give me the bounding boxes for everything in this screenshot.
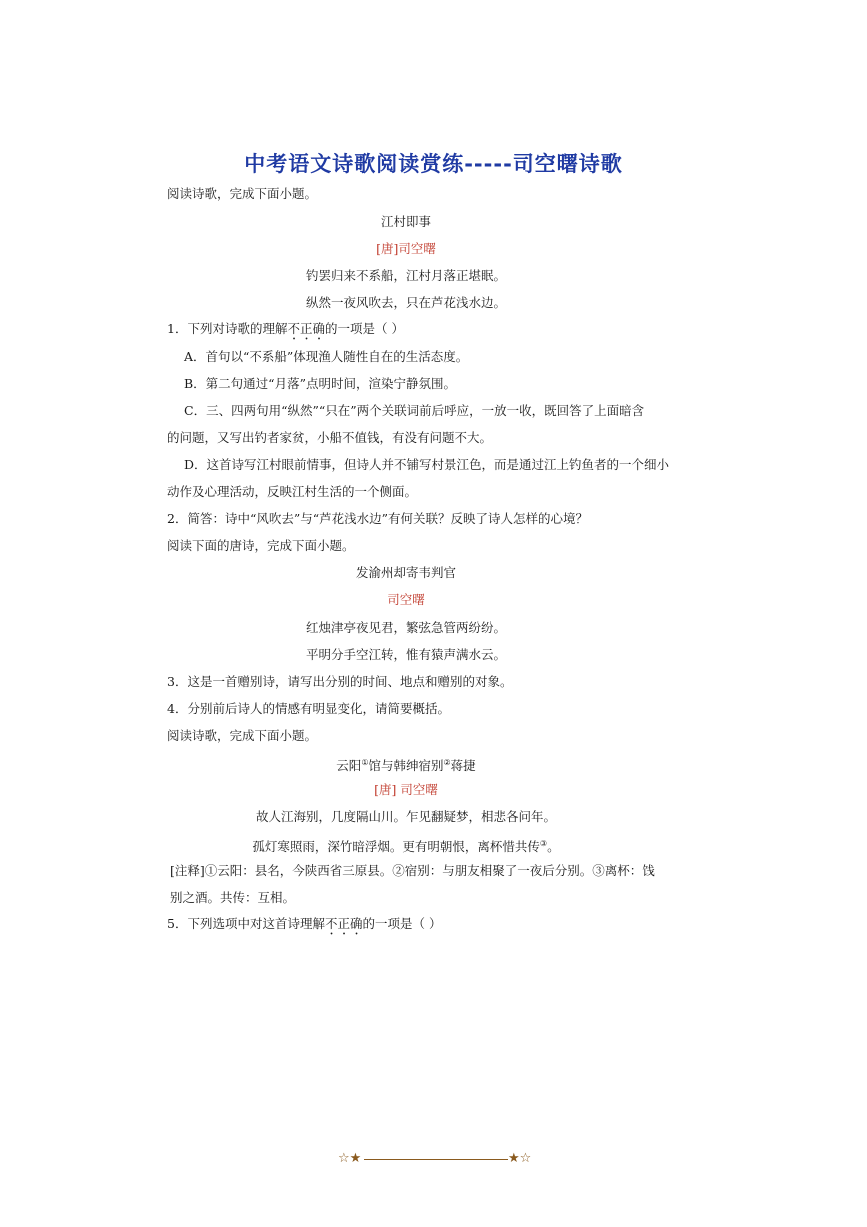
poem1-line2: 纵然一夜风吹去，只在芦花浅水边。 [305, 295, 506, 310]
poem2-author: 司空曙 [387, 592, 425, 607]
poem3-title-part-c: 蒋捷 [450, 758, 476, 774]
question-1-option-c-line2: 的问题，又写出钓者家贫，小船不值钱，有没有问题不大。 [167, 430, 493, 445]
question-1-prefix: 1．下列对诗歌的理解 [167, 321, 288, 336]
question-5-prefix: 5．下列选项中对这首诗理解 [167, 916, 325, 931]
poem3-line2-end: 。 [547, 839, 560, 855]
question-1-option-d-line1: D．这首诗写江村眼前情事，但诗人并不铺写村景江色，而是通过江上钓鱼者的一个细小 [184, 457, 670, 472]
footer-divider [364, 1159, 508, 1160]
poem3-title-part-b: 馆与韩绅宿别 [368, 758, 444, 774]
footnote-marker-2: ② [443, 758, 451, 767]
poem2-title: 发渝州却寄韦判官 [355, 565, 456, 580]
page-title: 中考语文诗歌阅读赏练-----司空曙诗歌 [244, 152, 623, 176]
question-5-emphasis: 不正确 [324, 916, 363, 931]
question-5-suffix: 的一项是（ ） [362, 916, 442, 931]
footnote-marker-3: ③ [539, 839, 548, 848]
poem1-intro: 阅读诗歌，完成下面小题。 [167, 186, 318, 201]
poem3-line2-text: 孤灯寒照雨，深竹暗浮烟。更有明朝恨，离杯惜共传 [252, 839, 540, 855]
poem2-line2: 平明分手空江转，惟有猿声满水云。 [305, 647, 506, 662]
poem3-intro: 阅读诗歌，完成下面小题。 [167, 728, 318, 743]
question-1-option-a: A．首句以“不系船”体现渔人随性自在的生活态度。 [184, 349, 469, 364]
poem3-notes-line1: [注释]①云阳：县名，今陕西省三原县。②宿别：与朋友相聚了一夜后分别。③离杯：饯 [170, 863, 655, 878]
question-2: 2．简答：诗中“风吹去”与“芦花浅水边”有何关联？反映了诗人怎样的心境？ [167, 511, 589, 526]
poem1-author: [唐]司空曙 [376, 241, 436, 256]
question-5 [167, 916, 441, 938]
question-1-emphasis: 不正确 [287, 321, 325, 336]
footer-star-left-icon: ☆★ [338, 1151, 362, 1166]
footnote-marker-1: ① [361, 758, 369, 767]
poem3-title [0, 755, 812, 774]
question-4: 4．分别前后诗人的情感有明显变化，请简要概括。 [167, 701, 450, 716]
poem3-line1: 故人江海别，几度隔山川。乍见翻疑梦，相悲各问年。 [255, 809, 556, 824]
question-3: 3．这是一首赠别诗，请写出分别的时间、地点和赠别的对象。 [167, 674, 513, 689]
poem2-intro: 阅读下面的唐诗，完成下面小题。 [167, 538, 355, 553]
poem3-author: [唐] 司空曙 [374, 782, 438, 797]
poem1-title: 江村即事 [380, 214, 431, 229]
footer-star-right-icon: ★☆ [508, 1151, 532, 1166]
poem3-title-part-a: 云阳 [336, 758, 362, 774]
question-1-option-c-line1: C．三、四两句用“纵然”“只在”两个关联词前后呼应，一放一收，既回答了上面暗含 [184, 403, 645, 418]
poem3-line2 [0, 836, 812, 855]
footer-ornament [338, 1151, 534, 1167]
poem1-line1: 钓罢归来不系船，江村月落正堪眠。 [305, 268, 506, 283]
question-1-option-d-line2: 动作及心理活动，反映江村生活的一个侧面。 [167, 484, 418, 499]
question-1-suffix: 的一项是（ ） [324, 321, 404, 336]
question-1 [167, 321, 404, 343]
poem3-notes-line2: 别之酒。共传：互相。 [170, 890, 296, 905]
question-1-option-b: B．第二句通过“月落”点明时间，渲染宁静氛围。 [184, 376, 456, 391]
poem2-line1: 红烛津亭夜见君，繁弦急管两纷纷。 [305, 620, 506, 635]
